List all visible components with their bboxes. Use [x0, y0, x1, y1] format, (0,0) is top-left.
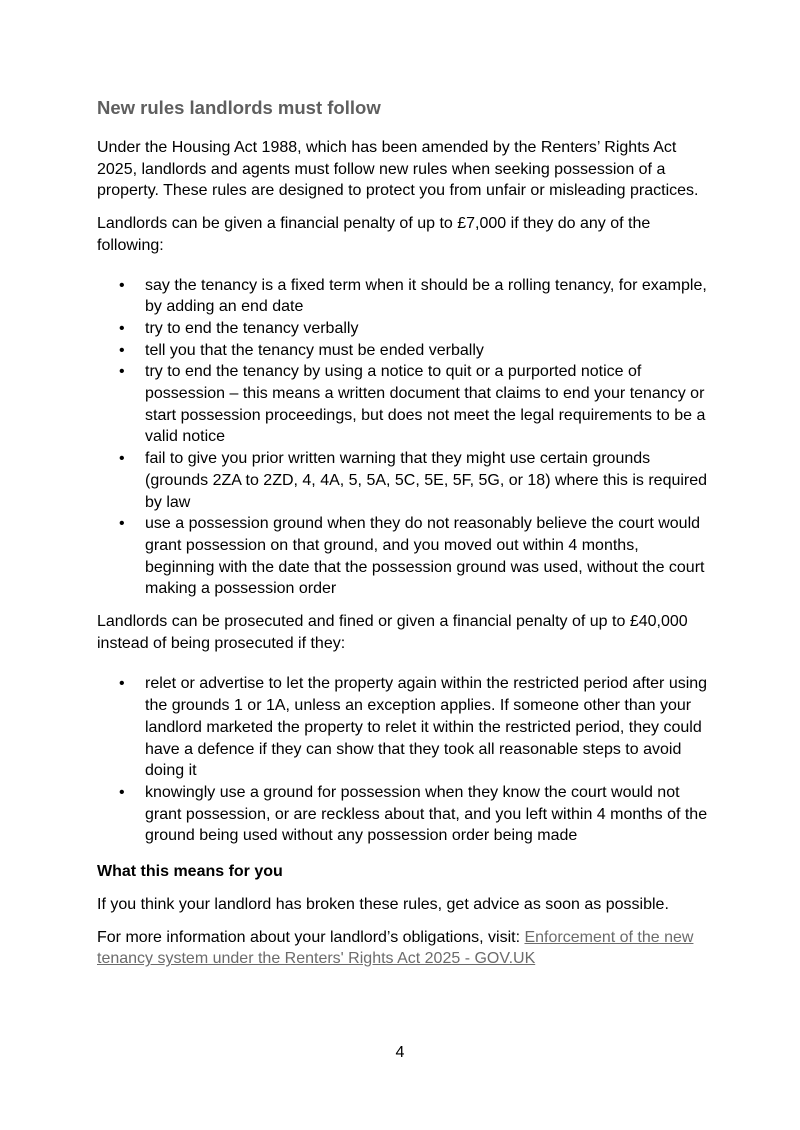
more-info-text: For more information about your landlord’s obligations, visit: [97, 928, 525, 946]
list-item: • tell you that the tenancy must be ended verbally [97, 340, 709, 362]
list-item: • knowingly use a ground for possession when they know the court would not grant possession, or are reckless about that, and you left within 4 months of the ground being used without any possession order being made [119, 783, 708, 845]
list-item: • relet or advertise to let the property again within the restricted period after using the grounds 1 or 1A, unless an exception applies. If someone other than your landlord marketed the property to relet it within the restricted period, they could have a defence if they can show that they took all reasonable steps to avoid doing it [119, 675, 708, 780]
more-info-paragraph [97, 927, 709, 970]
section-heading: New rules landlords must follow [97, 97, 381, 118]
penalty-intro-paragraph: Landlords can be given a financial penalty of up to £7,000 if they do any of the following: [97, 215, 651, 254]
advice-paragraph: If you think your landlord has broken these rules, get advice as soon as possible. [97, 895, 669, 913]
list-item: • use a possession ground when they do not reasonably believe the court would grant possession on that ground, and you moved out within 4 months, beginning with the date that the possession ground was used, without the court making a possession order [119, 515, 705, 598]
bullet: • [119, 450, 125, 468]
bullet: • [119, 675, 125, 693]
list-item: • try to end the tenancy by using a notice to quit or a purported notice of possession – this means a written document that claims to end your tenancy or start possession proceedings, but does not meet the legal requirements to be a valid notice [119, 363, 706, 446]
bullet: • [119, 515, 125, 533]
page-number: 4 [395, 1044, 405, 1061]
list-item: • try to end the tenancy verbally [97, 318, 709, 340]
list-item: • say the tenancy is a fixed term when it should be a rolling tenancy, for example, by adding an end date [119, 276, 707, 316]
subheading: What this means for you [97, 863, 283, 881]
intro-paragraph: Under the Housing Act 1988, which has been amended by the Renters’ Rights Act 2025, landlords and agents must follow new rules when seeking possession of a property. These rules are designed to protect you from unfair or misleading practices. [97, 139, 699, 200]
list-item: • fail to give you prior written warning that they might use certain grounds (grounds 2ZA to 2ZD, 4, 4A, 5, 5A, 5C, 5E, 5F, 5G, or 18) where this is required by law [119, 450, 708, 511]
bullet: • [119, 363, 125, 381]
gov-uk-link[interactable]: Enforcement of the new tenancy system under the Renters' Rights Act 2025 - GOV.UK [97, 928, 694, 968]
document-page [97, 95, 709, 981]
bullet: • [119, 276, 125, 294]
prosecution-intro-paragraph: Landlords can be prosecuted and fined or given a financial penalty of up to £40,000 instead of being prosecuted if they: [97, 613, 688, 652]
bullet: • [119, 319, 125, 337]
penalty-list [97, 275, 709, 601]
bullet: • [119, 341, 125, 359]
bullet: • [119, 783, 125, 801]
prosecution-list [97, 673, 709, 847]
